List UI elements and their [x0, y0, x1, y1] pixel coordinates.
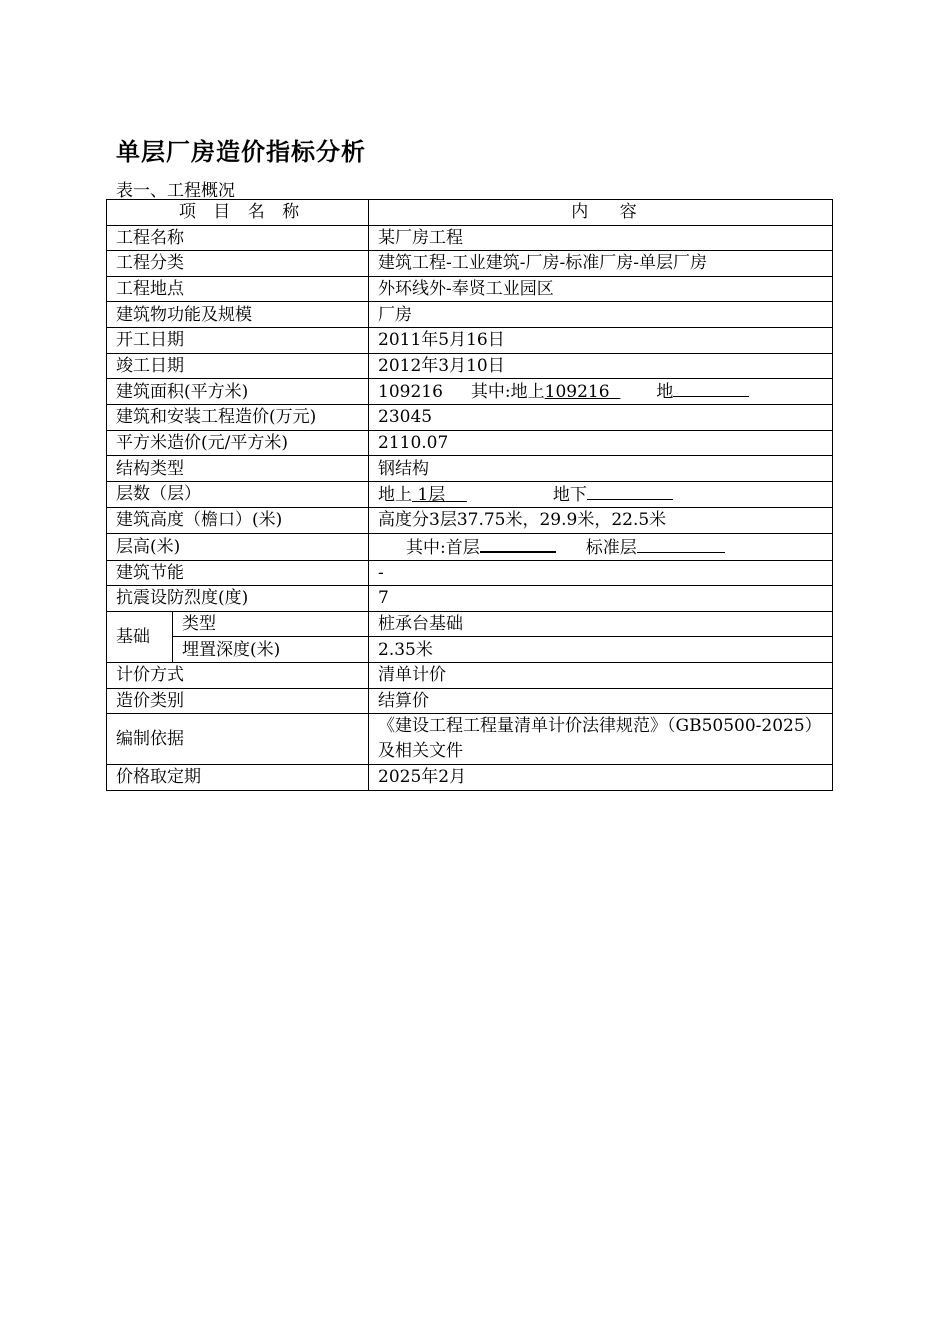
table-row	[107, 276, 833, 302]
table-row	[107, 481, 833, 507]
row-label: 结构类型	[107, 456, 369, 482]
row-label: 建筑物功能及规模	[107, 302, 369, 328]
table-row	[107, 225, 833, 251]
floor-height-first-blank	[480, 534, 556, 553]
table-row	[107, 611, 833, 637]
floors-above-prefix: 地上	[378, 484, 412, 505]
floors-above-value	[412, 485, 467, 505]
row-label: 平方米造价(元/平方米)	[107, 430, 369, 456]
row-value	[369, 379, 833, 405]
row-label: 开工日期	[107, 327, 369, 353]
header-content-text: 内 容	[571, 202, 639, 223]
row-value: -	[369, 560, 833, 586]
row-value: 结算价	[369, 688, 833, 714]
header-content	[369, 200, 833, 226]
row-label: 层数（层）	[107, 481, 369, 507]
row-label: 抗震设防烈度(度)	[107, 586, 369, 612]
row-label: 建筑和安装工程造价(万元)	[107, 405, 369, 431]
table-row	[107, 327, 833, 353]
row-value: 23045	[369, 405, 833, 431]
project-overview-table	[106, 199, 833, 791]
row-value: 钢结构	[369, 456, 833, 482]
row-label: 价格取定期	[107, 765, 369, 791]
floors-above-number: 1层	[417, 484, 446, 505]
row-value	[369, 481, 833, 507]
table-row	[107, 533, 833, 560]
floors-below-blank	[587, 482, 673, 500]
row-value: 7	[369, 586, 833, 612]
table-row	[107, 353, 833, 379]
row-value: 2025年2月	[369, 765, 833, 791]
table-row	[107, 302, 833, 328]
table-row	[107, 560, 833, 586]
area-below-blank	[673, 379, 749, 397]
table-row	[107, 662, 833, 688]
table-row	[107, 714, 833, 765]
row-value: 某厂房工程	[369, 225, 833, 251]
row-label: 建筑面积(平方米)	[107, 379, 369, 405]
row-sublabel: 类型	[173, 611, 369, 637]
row-value: 桩承台基础	[369, 611, 833, 637]
area-below-prefix: 地	[656, 382, 674, 403]
row-value: 清单计价	[369, 662, 833, 688]
area-above-number: 109216	[544, 382, 610, 403]
row-label: 造价类别	[107, 688, 369, 714]
table-row	[107, 251, 833, 277]
row-value: 2012年3月10日	[369, 353, 833, 379]
table-header-row	[107, 200, 833, 226]
table-row	[107, 456, 833, 482]
row-sublabel: 埋置深度(米)	[173, 637, 369, 663]
document-title: 单层厂房造价指标分析	[116, 138, 366, 166]
row-value: 《建设工程工程量清单计价法律规范》（GB50500-2025）及相关文件	[369, 714, 833, 765]
floor-height-std-blank	[637, 535, 725, 553]
area-total: 109216	[378, 382, 443, 403]
row-label: 建筑节能	[107, 560, 369, 586]
table-caption: 表一、工程概况	[116, 181, 235, 201]
floor-height-first-prefix: 其中:首层	[406, 537, 480, 558]
row-value: 2011年5月16日	[369, 327, 833, 353]
floor-height-std-prefix: 标准层	[585, 537, 637, 558]
row-label: 层高(米)	[107, 533, 369, 560]
row-value: 2.35米	[369, 637, 833, 663]
table-row	[107, 507, 833, 533]
row-label: 工程分类	[107, 251, 369, 277]
row-label: 计价方式	[107, 662, 369, 688]
row-label: 编制依据	[107, 714, 369, 765]
row-value: 厂房	[369, 302, 833, 328]
floors-below-prefix: 地下	[552, 484, 587, 505]
row-label: 工程名称	[107, 225, 369, 251]
area-above-value	[545, 382, 621, 402]
row-value: 建筑工程-工业建筑-厂房-标准厂房-单层厂房	[369, 251, 833, 277]
row-value: 2110.07	[369, 430, 833, 456]
row-value	[369, 533, 833, 560]
table-row	[107, 688, 833, 714]
row-value: 高度分3层37.75米，29.9米，22.5米	[369, 507, 833, 533]
table-row	[107, 765, 833, 791]
header-name: 项 目 名 称	[107, 200, 369, 226]
row-label: 竣工日期	[107, 353, 369, 379]
table-row	[107, 586, 833, 612]
table-row	[107, 637, 833, 663]
row-label: 建筑高度（檐口）(米)	[107, 507, 369, 533]
row-label: 工程地点	[107, 276, 369, 302]
area-above-prefix: 其中:地上	[470, 382, 545, 403]
foundation-label: 基础	[107, 611, 173, 662]
table-row	[107, 405, 833, 431]
table-row	[107, 430, 833, 456]
row-value: 外环线外-奉贤工业园区	[369, 276, 833, 302]
table-row	[107, 379, 833, 405]
